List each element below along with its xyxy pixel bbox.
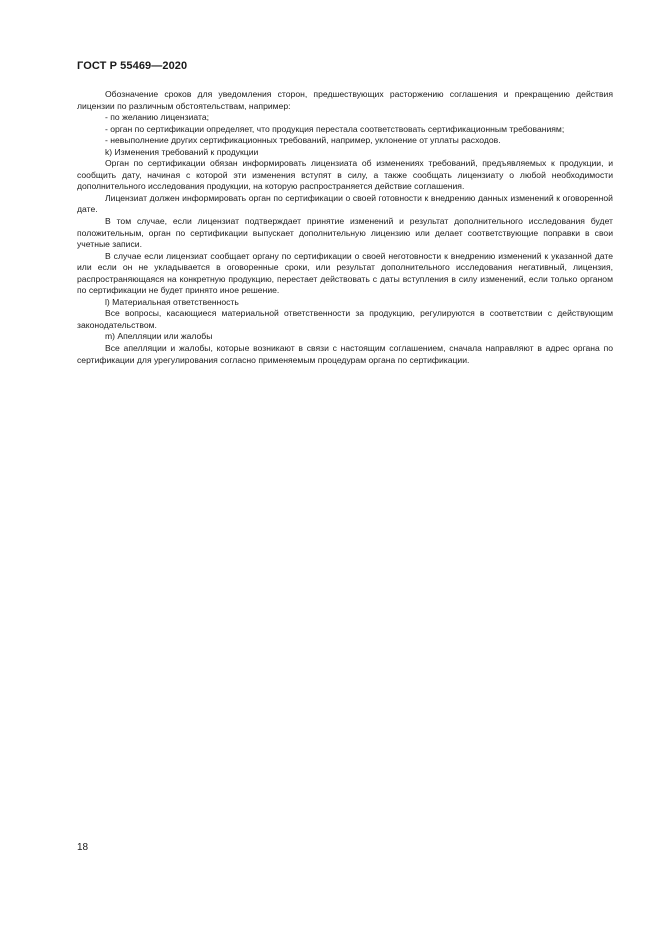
- list-item: - по желанию лицензиата;: [105, 112, 209, 123]
- paragraph-intro: Обозначение сроков для уведомления сторон, предшествующих расторжению соглашения и прекращению действия лицензии по различным обстоятельствам, например:: [77, 89, 613, 111]
- section-heading-m: m) Апелляции или жалобы: [105, 331, 213, 342]
- paragraph: Все апелляции и жалобы, которые возникают в связи с настоящим соглашением, сначала направляют в адрес органа по сертификации для урегулирования согласно применяемым процедурам органа по сертификации.: [77, 343, 613, 365]
- paragraph: Лицензиат должен информировать орган по сертификации о своей готовности к внедрению данных изменений к оговоренной дате.: [77, 192, 613, 215]
- document-body: [77, 89, 613, 366]
- paragraph: В том случае, если лицензиат подтверждает принятие изменений и результат дополнительного исследования будет положительным, орган по сертификации выпускает дополнительную лицензию или делает соответствующие поправки в свои учетные записи.: [77, 216, 613, 250]
- section-heading-l: l) Материальная ответственность: [105, 296, 239, 307]
- paragraph: Все вопросы, касающиеся материальной ответственности за продукцию, регулируются в соответствии с действующим законодательством.: [77, 308, 613, 330]
- section-heading-k: k) Изменения требований к продукции: [105, 146, 259, 157]
- list-item: - орган по сертификации определяет, что продукция перестала соответствовать сертификационным требованиям;: [105, 123, 565, 134]
- list-item: - невыполнение других сертификационных требований, например, уклонение от уплаты расходов.: [105, 135, 501, 146]
- paragraph: Орган по сертификации обязан информировать лицензиата об изменениях требований, предъявляемых к продукции, и сообщить дату, начиная с которой эти изменения вступят в силу, а также сообщать лицензиату о любой необходимости дополнительного исследования продукции, на которую распространяется действие соглашения.: [77, 158, 613, 192]
- document-header: ГОСТ Р 55469—2020: [77, 60, 188, 72]
- page-number: 18: [77, 842, 89, 853]
- paragraph: В случае если лицензиат сообщает органу по сертификации о своей неготовности к внедрению изменений к указанной дате или если он не укладывается в оговоренные сроки, или результат дополнительного исследования негативный, лицензия, распространяющаяся на конкретную продукцию, перестает действовать с даты вступления в силу изменений, если только органом по сертификации не будет принято иное решение.: [77, 250, 613, 296]
